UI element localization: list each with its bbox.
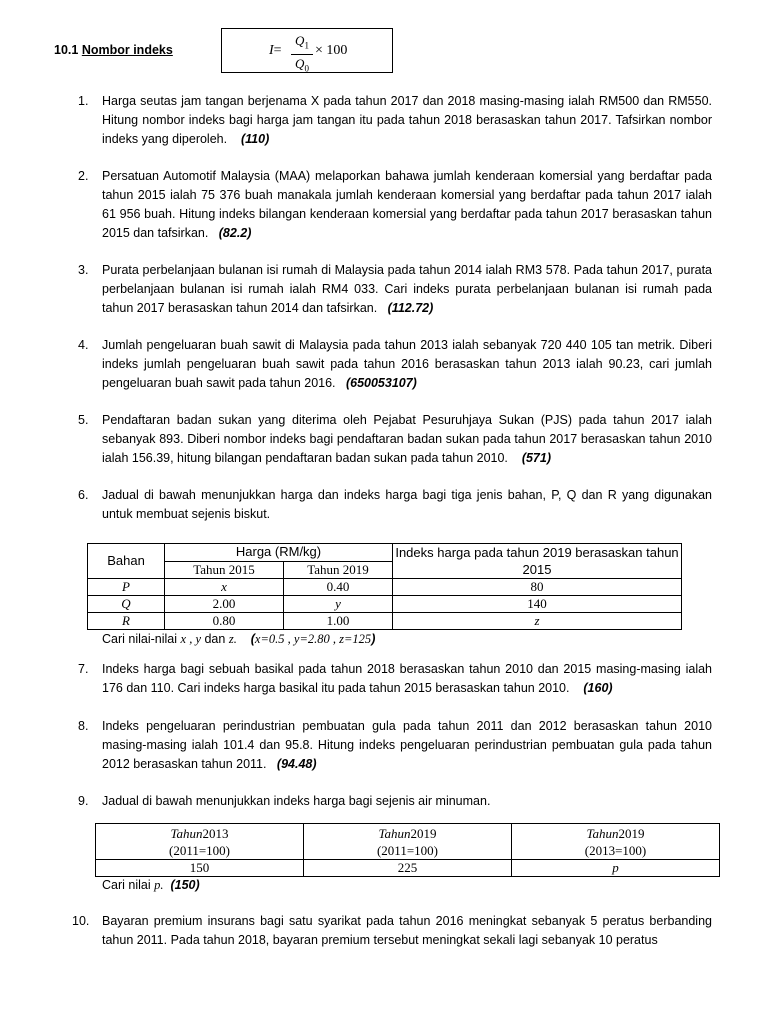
cell-2015: x: [165, 579, 284, 596]
table-row: [88, 579, 682, 596]
col-header: Tahun2019 (2011=100): [303, 824, 511, 860]
cell-2019: y: [284, 596, 393, 613]
question-answer: (112.72): [387, 301, 434, 315]
question-number: 3.: [78, 263, 89, 277]
question-number: 4.: [78, 338, 89, 352]
question-answer: (110): [241, 132, 270, 146]
header-2015: Tahun 2015: [165, 561, 284, 579]
question-number: 9.: [78, 794, 89, 808]
question-text: Purata perbelanjaan bulanan isi rumah di Malaysia pada tahun 2014 ialah RM3 578. Pada tahun 2017, purata perbelanjaan bulanan isi rumah ialah RM4 033. Cari indeks purata perbelanjaan bulanan isi rumah pada tahun 2017 berasaskan tahun 2014 dan tafsirkan.: [102, 263, 712, 315]
question-number: 7.: [78, 662, 89, 676]
question-10: [72, 912, 712, 950]
question-number: 1.: [78, 94, 89, 108]
formula-denominator: $Q_0$: [295, 55, 309, 74]
table9-prompt: Cari nilai p. (150): [102, 878, 200, 892]
cell-index: 140: [393, 596, 682, 613]
question-number: 2.: [78, 169, 89, 183]
question-4: [78, 336, 712, 393]
header-bahan: Bahan: [88, 544, 165, 579]
question-answer: (82.2): [218, 226, 252, 240]
question-text: Bayaran premium insurans bagi satu syarikat pada tahun 2016 meningkat sebanyak 5 peratus berbanding tahun 2011. Pada tahun 2018, bayaran premium tersebut meningkat sekali lagi sebanyak 10 peratus: [102, 914, 712, 947]
question-text: Harga seutas jam tangan berjenama X pada tahun 2017 dan 2018 masing-masing ialah RM500 dan RM550. Hitung nombor indeks bagi harga jam tangan itu pada tahun 2018 berasaskan tahun 2017. Tafsirkan nombor indeks yang diperoleh.: [102, 94, 712, 146]
cell-value: 225: [303, 860, 511, 877]
section-heading: [54, 43, 173, 57]
cell-2019: 0.40: [284, 579, 393, 596]
table-row: [88, 596, 682, 613]
cell-value: p: [511, 860, 719, 877]
question-text: Jadual di bawah menunjukkan indeks harga bagi sejenis air minuman.: [102, 794, 491, 808]
formula-rhs: × 100: [315, 43, 348, 58]
question-6: [78, 486, 712, 524]
question-answer: (571): [521, 451, 551, 465]
question-2: [78, 167, 712, 243]
section-number: 10.1: [54, 43, 79, 57]
index-formula-box: [221, 28, 393, 73]
col-header: Tahun2013 (2011=100): [96, 824, 304, 860]
drink-index-table: [95, 823, 720, 877]
col-header: Tahun2019 (2013=100): [511, 824, 719, 860]
header-indeks: Indeks harga pada tahun 2019 berasaskan tahun 2015: [393, 544, 682, 579]
header-2019: Tahun 2019: [284, 561, 393, 579]
question-9: [78, 792, 712, 811]
formula-lhs: I=: [269, 43, 282, 58]
cell-2015: 0.80: [165, 613, 284, 630]
table-row: [96, 860, 720, 877]
question-7: [78, 660, 712, 698]
price-index-table: [87, 543, 682, 630]
question-number: 10.: [72, 914, 90, 928]
question-8: [78, 717, 712, 774]
formula-numerator: $Q_1$: [291, 33, 313, 55]
table-row: [88, 613, 682, 630]
question-text: Indeks harga bagi sebuah basikal pada tahun 2018 berasaskan tahun 2010 dan 2015 masing-masing ialah 176 dan 110. Cari indeks harga basikal itu pada tahun 2015 berasaskan tahun 2010.: [102, 662, 712, 695]
formula-fraction: [291, 33, 313, 77]
question-3: [78, 261, 712, 318]
question-5: [78, 411, 712, 468]
header-harga: Harga (RM/kg): [165, 544, 393, 562]
cell-bahan: Q: [88, 596, 165, 613]
question-text: Pendaftaran badan sukan yang diterima oleh Pejabat Pesuruhjaya Sukan (PJS) pada tahun 2017 ialah sebanyak 893. Diberi nombor indeks bagi pendaftaran badan sukan pada tahun 2017 berasaskan tahun 2010 ialah 156.39, hitung bilangan pendaftaran badan sukan pada tahun 2010.: [102, 413, 712, 465]
question-number: 6.: [78, 488, 89, 502]
question-number: 8.: [78, 719, 89, 733]
question-answer: (94.48): [276, 757, 317, 771]
question-text: Jadual di bawah menunjukkan harga dan indeks harga bagi tiga jenis bahan, P, Q dan R yang digunakan untuk membuat sejenis biskut.: [102, 488, 712, 521]
cell-index: 80: [393, 579, 682, 596]
question-text: Indeks pengeluaran perindustrian pembuatan gula pada tahun 2011 dan 2012 berasaskan tahun 2010 masing-masing ialah 101.4 dan 95.8. Hitung indeks pengeluaran perindustrian pembuatan gula pada tahun 2012 berasaskan tahun 2011.: [102, 719, 712, 771]
question-answer: (650053107): [345, 376, 417, 390]
cell-value: 150: [96, 860, 304, 877]
question-text: Persatuan Automotif Malaysia (MAA) melaporkan bahawa jumlah kenderaan komersial yang berdaftar pada tahun 2015 ialah 75 376 buah manakala jumlah kenderaan komersial yang berdaftar pada tahun 2017 ialah 61 956 buah. Hitung indeks bilangan kenderaan komersial yang berdaftar pada tahun 2017 berasaskan tahun 2015 dan tafsirkan.: [102, 169, 712, 240]
table6-answer: (x=0.5 , y=2.80 , z=125): [250, 632, 376, 646]
cell-bahan: R: [88, 613, 165, 630]
table6-prompt: Cari nilai-nilai x , y dan z. (x=0.5 , y=2.80 , z=125): [102, 632, 376, 646]
cell-2019: 1.00: [284, 613, 393, 630]
question-1: [78, 92, 712, 149]
table9-answer: (150): [170, 878, 200, 892]
question-answer: (160): [583, 681, 613, 695]
question-text: Jumlah pengeluaran buah sawit di Malaysia pada tahun 2013 ialah sebanyak 720 440 105 tan metrik. Diberi indeks jumlah pengeluaran buah sawit pada tahun 2016 berasaskan tahun 2013 ialah 90.23, cari jumlah pengeluaran buah sawit pada tahun 2016.: [102, 338, 712, 390]
cell-index: z: [393, 613, 682, 630]
question-number: 5.: [78, 413, 89, 427]
cell-bahan: P: [88, 579, 165, 596]
section-title: Nombor indeks: [81, 43, 173, 57]
cell-2015: 2.00: [165, 596, 284, 613]
